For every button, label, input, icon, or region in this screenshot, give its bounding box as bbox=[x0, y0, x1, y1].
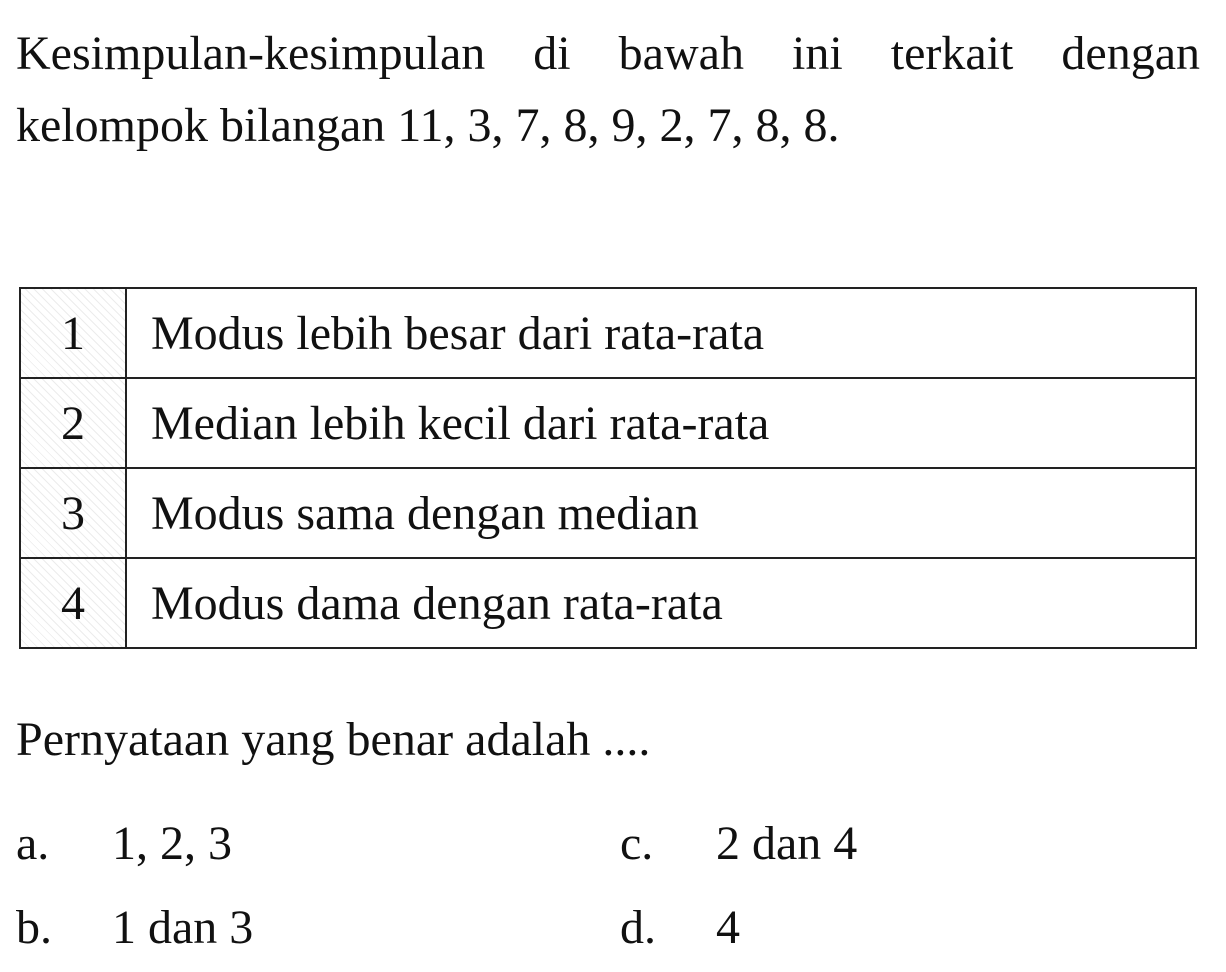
statement-row bbox=[20, 378, 1196, 468]
statement-row bbox=[20, 468, 1196, 558]
question-text: Kesimpulan-kesimpulan di bawah ini terkait dengan kelompok bilangan 11, 3, 7, 8, 9, 2, 7, 8, 8. bbox=[16, 27, 1200, 152]
statement-row bbox=[20, 558, 1196, 648]
statement-number: 3 bbox=[20, 468, 126, 558]
option-letter: b. bbox=[16, 901, 52, 954]
option-b[interactable] bbox=[16, 898, 253, 958]
statement-number: 4 bbox=[20, 558, 126, 648]
option-letter: d. bbox=[620, 901, 656, 954]
option-text: 1, 2, 3 bbox=[112, 817, 232, 870]
statement-number: 1 bbox=[20, 288, 126, 378]
statement-row bbox=[20, 288, 1196, 378]
answer-prompt: Pernyataan yang benar adalah .... bbox=[16, 713, 651, 766]
statement-text: Modus lebih besar dari rata-rata bbox=[126, 288, 1196, 378]
option-letter: a. bbox=[16, 817, 50, 870]
option-c[interactable] bbox=[620, 814, 857, 874]
option-text: 4 bbox=[716, 901, 740, 954]
statement-text: Modus dama dengan rata-rata bbox=[126, 558, 1196, 648]
option-letter: c. bbox=[620, 817, 654, 870]
option-d[interactable] bbox=[620, 898, 740, 958]
option-a[interactable] bbox=[16, 814, 232, 874]
option-text: 1 dan 3 bbox=[112, 901, 254, 954]
statement-text: Modus sama dengan median bbox=[126, 468, 1196, 558]
statement-text: Median lebih kecil dari rata-rata bbox=[126, 378, 1196, 468]
statement-number: 2 bbox=[20, 378, 126, 468]
statements-table bbox=[19, 287, 1197, 649]
option-text: 2 dan 4 bbox=[716, 817, 858, 870]
